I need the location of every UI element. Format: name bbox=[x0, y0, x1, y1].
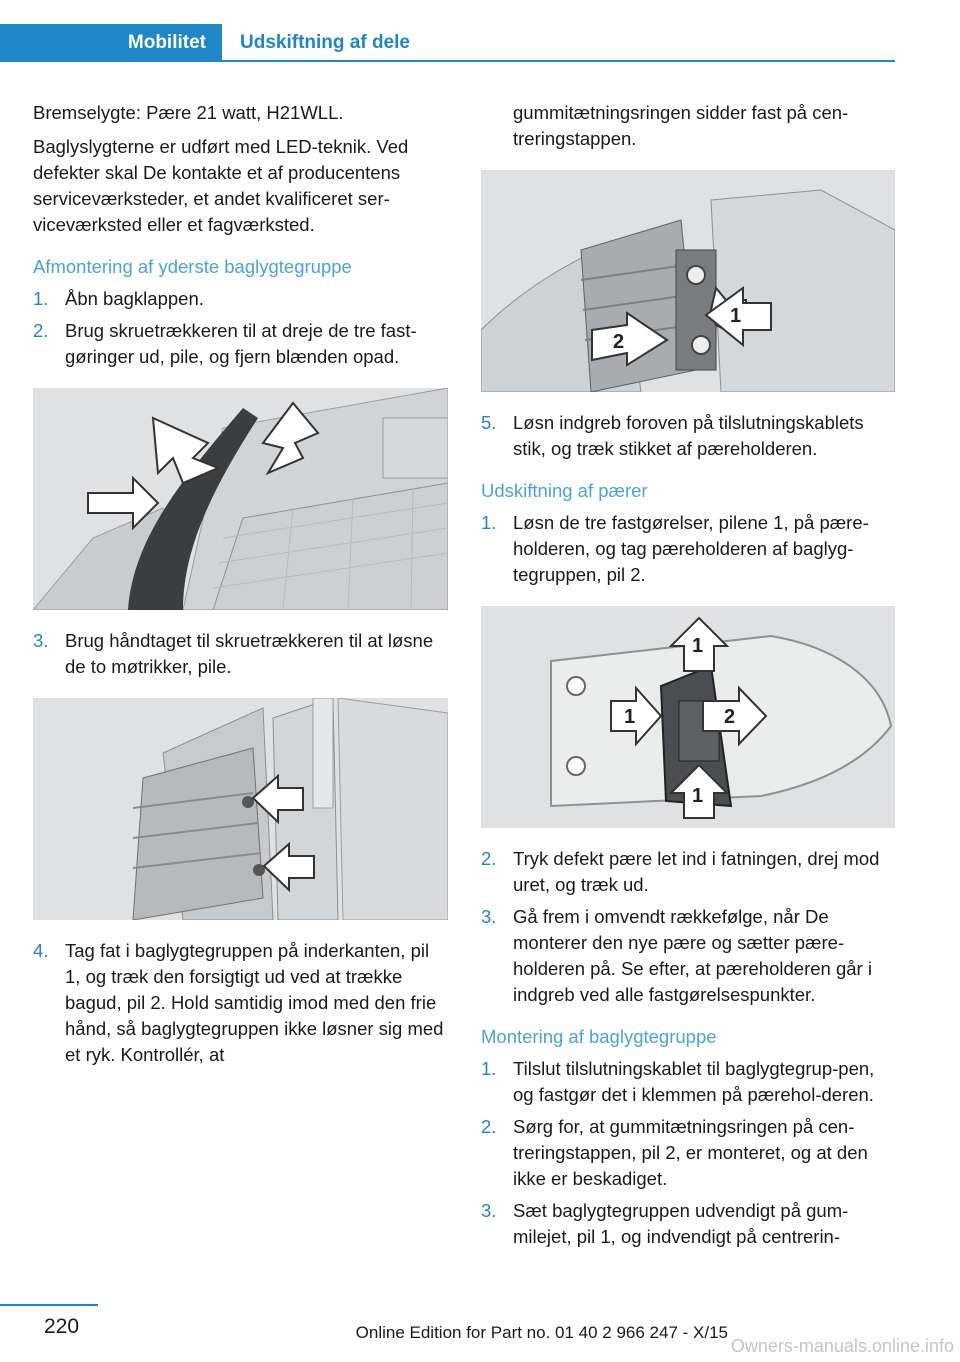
taillight-removal-illustration bbox=[481, 170, 895, 392]
figure-nuts bbox=[33, 698, 448, 920]
figure-taillight-removal bbox=[481, 170, 895, 392]
step-text: Gå frem i omvendt rækkefølge, når De monterer den nye pære og sætter pære-holderen på. Se efter, at pæreholderen går i indgreb ved alle fastgørelsespunkter. bbox=[513, 906, 872, 1005]
step-text: Brug håndtaget til skruetrækkeren til at løsne de to møtrikker, pile. bbox=[65, 630, 434, 677]
step-item bbox=[33, 628, 448, 680]
step-item bbox=[33, 318, 448, 370]
step-continuation bbox=[481, 100, 895, 152]
step-text: gummitætningsringen sidder fast på cen-treringstappen. bbox=[513, 102, 849, 149]
step-number: 2. bbox=[33, 320, 49, 341]
step-item bbox=[33, 286, 448, 312]
arrow-label: 1 bbox=[624, 706, 636, 728]
bulb-spec-text: Bremselygte: Pære 21 watt, H21WLL. bbox=[33, 102, 344, 123]
step-number: 1. bbox=[33, 288, 49, 309]
heading-mount-taillight: Montering af baglygtegruppe bbox=[481, 1026, 717, 1047]
step-item bbox=[481, 1056, 895, 1108]
page-header bbox=[0, 0, 895, 62]
figure-bulb-holder bbox=[481, 606, 895, 828]
step-text: Tag fat i baglygtegruppen på inderkanten, pil 1, og træk den forsigtigt ud ved at trække bagud, pil 2. Hold samtidig imod med den frie hånd, så baglygtegruppen ikke løsner sig med et ryk. Kontrollér, at bbox=[65, 940, 444, 1065]
trunk-cover-illustration bbox=[33, 388, 448, 610]
arrow-label: 2 bbox=[724, 706, 736, 728]
step-text: Tryk defekt pære let ind i fatningen, drej mod uret, og træk ud. bbox=[513, 848, 880, 895]
arrow-label: 2 bbox=[613, 331, 625, 353]
step-number: 2. bbox=[481, 1116, 497, 1137]
arrow-label: 1 bbox=[692, 635, 704, 657]
step-item bbox=[33, 938, 448, 1068]
step-text: Sørg for, at gummitætningsringen på cen-treringstappen, pil 2, er monteret, og at den ikke er beskadiget. bbox=[513, 1116, 868, 1189]
chapter-tab: Mobilitet bbox=[0, 24, 222, 62]
heading-remove-taillight: Afmontering af yderste baglygtegruppe bbox=[33, 256, 352, 277]
page-number: 220 bbox=[44, 1315, 80, 1338]
step-text: Løsn de tre fastgørelser, pilene 1, på pære-holderen, og tag pæreholderen af baglyg-tegruppen, pil 2. bbox=[513, 512, 869, 585]
step-number: 3. bbox=[481, 906, 497, 927]
step-number: 3. bbox=[481, 1200, 497, 1221]
step-item bbox=[481, 1198, 895, 1250]
step-item bbox=[481, 846, 895, 898]
step-number: 1. bbox=[481, 1058, 497, 1079]
footer-rule bbox=[0, 1304, 98, 1306]
step-number: 3. bbox=[33, 630, 49, 651]
section-breadcrumb: Udskiftning af dele bbox=[240, 32, 410, 53]
step-text: Tilslut tilslutningskablet til baglygtegrup-pen, og fastgør det i klemmen på pærehol-deren. bbox=[513, 1058, 875, 1105]
watermark-text: Owners-manuals.online.info bbox=[730, 1336, 954, 1356]
step-item bbox=[481, 904, 895, 1008]
step-text: Løsn indgreb foroven på tilslutningskablets stik, og træk stikket af pæreholderen. bbox=[513, 412, 864, 459]
header-rule bbox=[222, 60, 895, 62]
step-item bbox=[481, 510, 895, 588]
edition-text: Online Edition for Part no. 01 40 2 966 247 - X/15 bbox=[355, 1323, 728, 1342]
step-item bbox=[481, 1114, 895, 1192]
step-item bbox=[481, 410, 895, 462]
step-number: 4. bbox=[33, 940, 49, 961]
left-column bbox=[33, 100, 448, 1074]
arrow-label: 1 bbox=[730, 305, 742, 327]
figure-trunk-cover bbox=[33, 388, 448, 610]
heading-replace-bulbs: Udskiftning af pærer bbox=[481, 480, 648, 501]
step-text: Åbn bagklappen. bbox=[65, 288, 204, 309]
nuts-illustration bbox=[33, 698, 448, 920]
step-number: 2. bbox=[481, 848, 497, 869]
led-info-text: Baglyslygterne er udført med LED-teknik. Ved defekter skal De kontakte et af producentens serviceværksteder, et andet kvalificeret ser-viceværksted eller et fagværksted. bbox=[33, 136, 409, 235]
step-text: Brug skruetrækkeren til at dreje de tre fast-gøringer ud, pile, og fjern blænden opad. bbox=[65, 320, 417, 367]
right-column bbox=[481, 100, 895, 1256]
bulb-holder-illustration bbox=[481, 606, 895, 828]
step-text: Sæt baglygtegruppen udvendigt på gum-milejet, pil 1, og indvendigt på centrerin- bbox=[513, 1200, 849, 1247]
step-number: 5. bbox=[481, 412, 497, 433]
step-number: 1. bbox=[481, 512, 497, 533]
arrow-label: 1 bbox=[692, 785, 704, 807]
